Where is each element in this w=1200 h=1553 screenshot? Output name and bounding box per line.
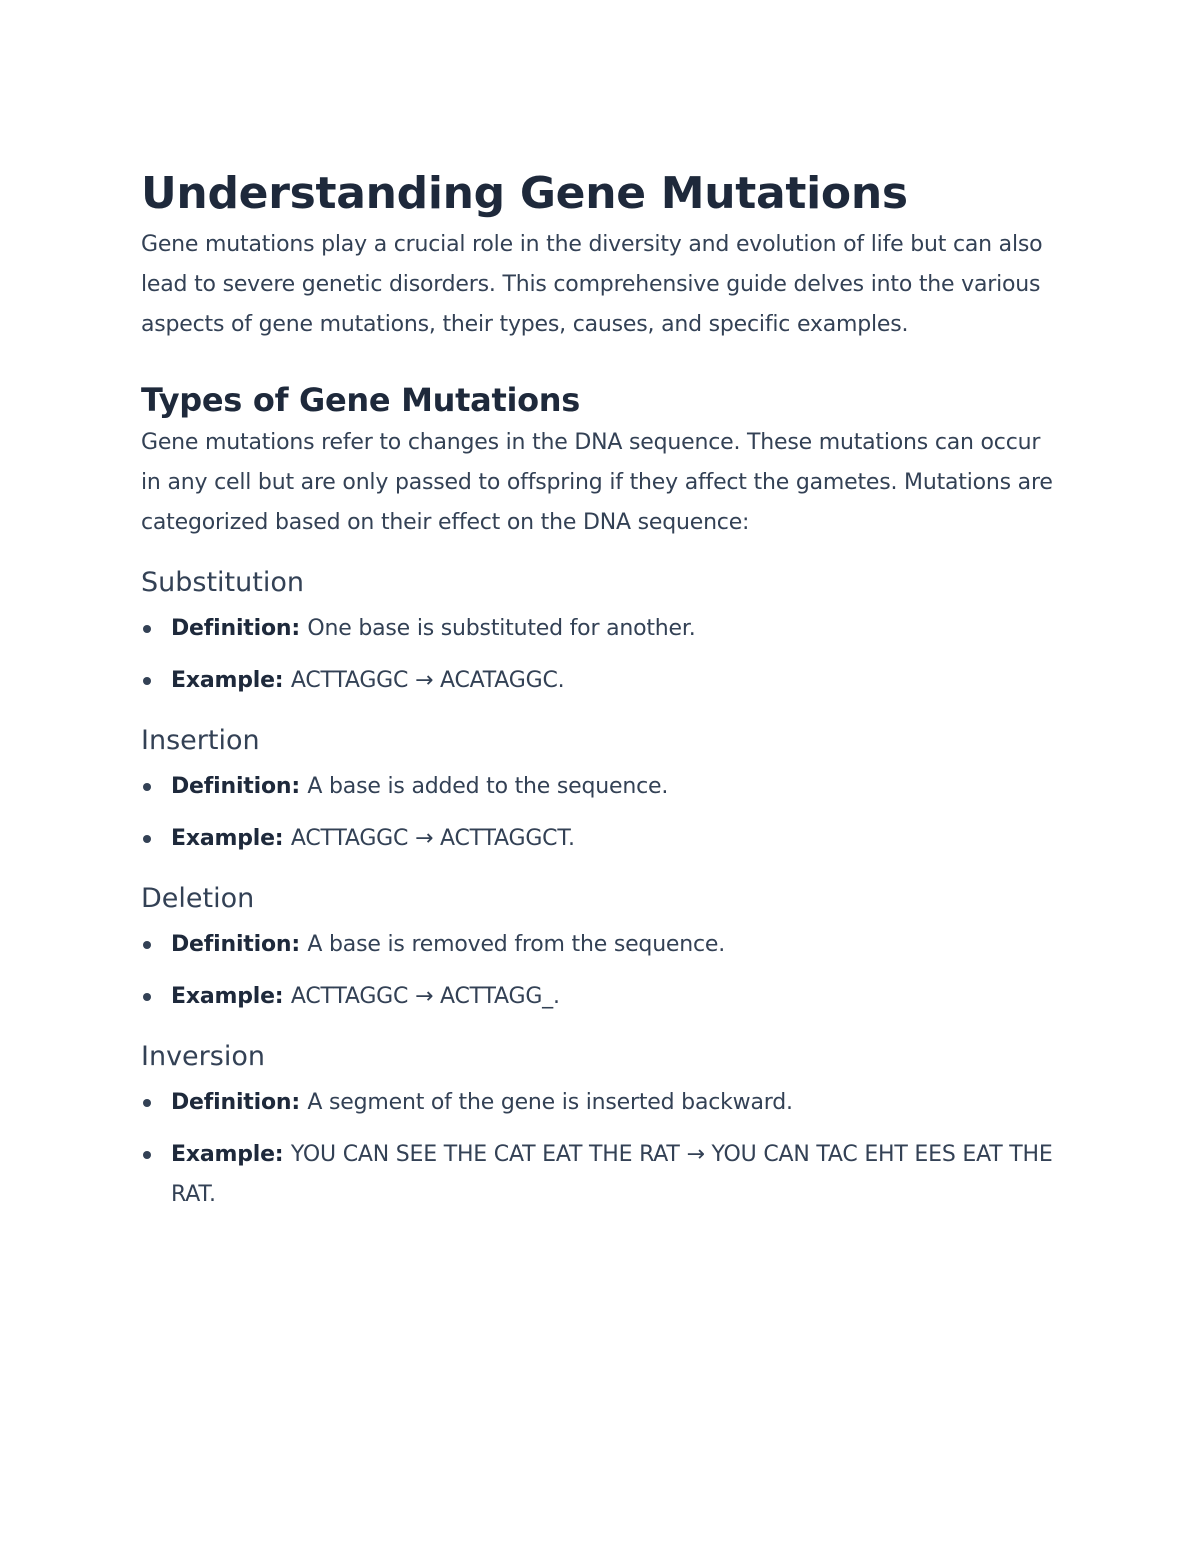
list-item-definition bbox=[141, 925, 1061, 965]
example-text: YOU CAN SEE THE CAT EAT THE RAT → YOU CAN TAC EHT EES EAT THE RAT. bbox=[171, 1142, 1053, 1207]
definition-text: A base is removed from the sequence. bbox=[307, 932, 726, 957]
list-item-example bbox=[141, 1135, 1061, 1215]
example-label: Example: bbox=[171, 984, 291, 1009]
list-item-example bbox=[141, 977, 1061, 1017]
list-item-example bbox=[141, 661, 1061, 701]
bullet-icon bbox=[143, 625, 151, 633]
section-heading: Insertion bbox=[141, 725, 260, 756]
section-deletion bbox=[141, 881, 1061, 1017]
example-text: ACTTAGGC → ACTTAGGCT. bbox=[290, 826, 575, 851]
bullet-icon bbox=[143, 783, 151, 791]
definition-label: Definition: bbox=[171, 932, 308, 957]
section-list bbox=[141, 925, 1061, 1017]
bullet-icon bbox=[143, 993, 151, 1001]
section-heading: Substitution bbox=[141, 567, 304, 598]
definition-label: Definition: bbox=[171, 774, 308, 799]
example-text: ACTTAGGC → ACTTAGG_. bbox=[290, 984, 560, 1009]
bullet-icon bbox=[143, 677, 151, 685]
section-heading: Deletion bbox=[141, 883, 255, 914]
list-item-definition bbox=[141, 767, 1061, 807]
definition-text: A segment of the gene is inserted backward. bbox=[307, 1090, 793, 1115]
bullet-icon bbox=[143, 835, 151, 843]
definition-text: One base is substituted for another. bbox=[307, 616, 696, 641]
bullet-icon bbox=[143, 1151, 151, 1159]
bullet-icon bbox=[143, 1099, 151, 1107]
list-item-definition bbox=[141, 1083, 1061, 1123]
section-heading: Inversion bbox=[141, 1041, 265, 1072]
intro-paragraph: Gene mutations play a crucial role in the diversity and evolution of life but can also lead to severe genetic disorders. This comprehensive guide delves into the various aspects of gene mutations, their types, causes, and specific examples. bbox=[141, 232, 1043, 337]
types-heading: Types of Gene Mutations bbox=[141, 381, 581, 419]
section-list bbox=[141, 1083, 1061, 1215]
example-label: Example: bbox=[171, 668, 291, 693]
section-list bbox=[141, 609, 1061, 701]
example-text: ACTTAGGC → ACATAGGC. bbox=[290, 668, 565, 693]
list-item-definition bbox=[141, 609, 1061, 649]
document-page bbox=[141, 163, 1061, 1215]
section-inversion bbox=[141, 1039, 1061, 1215]
section-insertion bbox=[141, 723, 1061, 859]
bullet-icon bbox=[143, 941, 151, 949]
example-label: Example: bbox=[171, 1142, 291, 1167]
list-item-example bbox=[141, 819, 1061, 859]
example-label: Example: bbox=[171, 826, 291, 851]
section-substitution bbox=[141, 565, 1061, 701]
section-list bbox=[141, 767, 1061, 859]
types-intro-paragraph: Gene mutations refer to changes in the DNA sequence. These mutations can occur in any cell but are only passed to offspring if they affect the gametes. Mutations are categorized based on their effect on the DNA sequence: bbox=[141, 430, 1053, 535]
definition-label: Definition: bbox=[171, 1090, 308, 1115]
definition-label: Definition: bbox=[171, 616, 308, 641]
page-title: Understanding Gene Mutations bbox=[141, 168, 908, 219]
definition-text: A base is added to the sequence. bbox=[307, 774, 669, 799]
